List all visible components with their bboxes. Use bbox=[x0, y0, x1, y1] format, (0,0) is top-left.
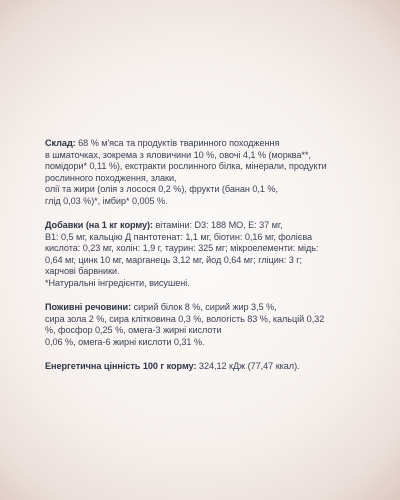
composition-line-3: помідори* 0,11 %), екстракти рослинного білка, мінерали, продукти bbox=[45, 161, 327, 171]
additives-text: вітаміни: D3: 188 МО, E: 37 мг, bbox=[152, 220, 283, 230]
energy-line bbox=[45, 361, 367, 373]
nutrients-line-3: %, фосфор 0,25 %, омега-3 жирні кислоти bbox=[45, 325, 222, 335]
nutrients-section bbox=[45, 302, 367, 348]
composition-line-6: глід 0,03 %)*, імбир* 0,005 %. bbox=[45, 195, 168, 206]
composition-text: 68 % м'яса та продуктів тваринного походження bbox=[75, 138, 280, 148]
energy-section bbox=[45, 361, 367, 373]
additives-section bbox=[45, 220, 367, 289]
composition-line-1 bbox=[45, 138, 367, 150]
energy-label: Енергетична цінність 100 г корму: bbox=[45, 361, 197, 371]
composition-section bbox=[45, 138, 367, 207]
nutrients-line-1 bbox=[45, 302, 367, 314]
nutrients-line-2: сира зола 2 %, сира клітковина 0,3 %, вологість 83 %, кальцій 0,32 bbox=[45, 313, 325, 324]
additives-line-4: 0,64 мг, цинк 10 мг, марганець 3,12 мг, йод 0,64 мг; гліцин: 3 г; bbox=[45, 254, 303, 265]
composition-label: Склад: bbox=[45, 138, 76, 148]
additives-line-1 bbox=[45, 220, 367, 232]
composition-line-2: в шматочках, зокрема з яловичини 10 %, овочі 4,1 % (морква**, bbox=[45, 149, 311, 160]
additives-line-2: B1: 0,5 мг, кальцію Д пантотенат: 1,1 мг, біотин: 0,16 мг, фолієва bbox=[45, 231, 313, 242]
additives-line-3: кислота: 0,23 мг, холін: 1,9 г, таурин: 325 мг; мікроелементи: мідь: bbox=[45, 243, 319, 253]
additives-footnote: *Натуральні інгредієнти, висушені. bbox=[45, 277, 190, 288]
additives-label: Добавки (на 1 кг корму): bbox=[45, 220, 153, 230]
nutrients-line-4: 0,06 %, омега-6 жирні кислоти 0,31 %. bbox=[45, 336, 205, 347]
energy-value: 324,12 кДж (77,47 ккал). bbox=[196, 361, 300, 371]
ingredients-text-block bbox=[45, 138, 367, 386]
nutrients-label: Поживні речовини: bbox=[45, 302, 132, 312]
additives-line-5: харчові барвники. bbox=[45, 266, 120, 276]
composition-line-4: рослинного походження, злаки, bbox=[45, 172, 177, 183]
nutrients-text: сирий білок 8 %, сирий жир 3,5 %, bbox=[131, 302, 277, 312]
composition-line-5: олії та жири (олія з лосося 0,2 %), фрукти (банан 0,1 %, bbox=[45, 184, 278, 194]
